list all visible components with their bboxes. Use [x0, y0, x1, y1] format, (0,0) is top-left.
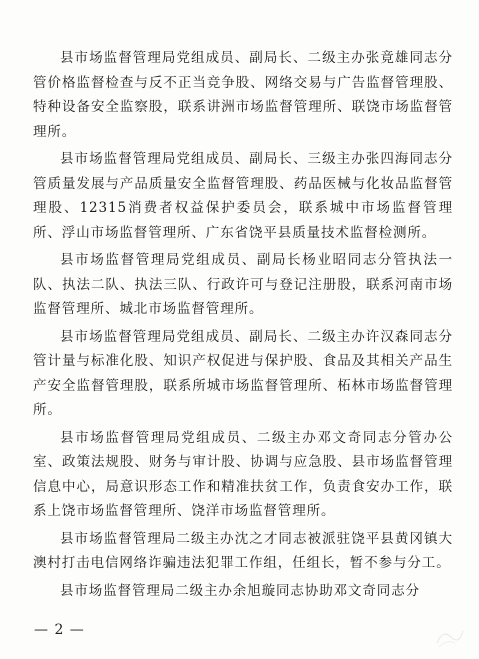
- paragraph-zhang-sihai: 县市场监督管理局党组成员、副局长、三级主办张四海同志分管质量发展与产品质量安全监督管理股、药品医械与化妆品监督管理股、12315消费者权益保护委员会，联系城中市场监督管理所、浮山市场监督管理所、广东省饶平县质量技术监督检测所。: [33, 151, 453, 241]
- document-body: [33, 46, 453, 606]
- paragraph-yu-xuxuan: 县市场监督管理局二级主办余旭璇同志协助邓文奇同志分: [60, 582, 420, 599]
- page-number: — 2 —: [34, 622, 85, 638]
- paragraph-yang-yezhao: 县市场监督管理局党组成员、副局长杨业昭同志分管执法一队、执法二队、执法三队、行政许可与登记注册股，联系河南市场监督管理所、城北市场监督管理所。: [33, 252, 453, 317]
- scan-watermark-icon: [433, 623, 465, 649]
- paragraph-shen-zhicai: 县市场监督管理局二级主办沈之才同志被派驻饶平县黄冈镇大澳村打击电信网络诈骗违法犯罪工作组，任组长，暂不参与分工。: [33, 530, 453, 571]
- paragraph-zhang-jingxiong: 县市场监督管理局党组成员、副局长、二级主办张竟雄同志分管价格监督检查与反不正当竞争股、网络交易与广告监督管理股、特种设备安全监察股，联系讲洲市场监督管理所、联饶市场监督管理所。: [33, 50, 453, 140]
- paragraph-deng-wenqi: 县市场监督管理局党组成员、二级主办邓文奇同志分管办公室、政策法规股、财务与审计股、协调与应急股、县市场监督管理信息中心，局意识形态工作和精准扶贫工作，负责食安办工作，联系上饶市场监督管理所、饶洋市场监督管理所。: [33, 429, 453, 519]
- paragraph-xu-hansen: 县市场监督管理局党组成员、副局长、二级主办许汉森同志分管计量与标准化股、知识产权促进与保护股、食品及其相关产品生产安全监督管理股，联系所城市场监督管理所、柘林市场监督管理所。: [33, 328, 453, 418]
